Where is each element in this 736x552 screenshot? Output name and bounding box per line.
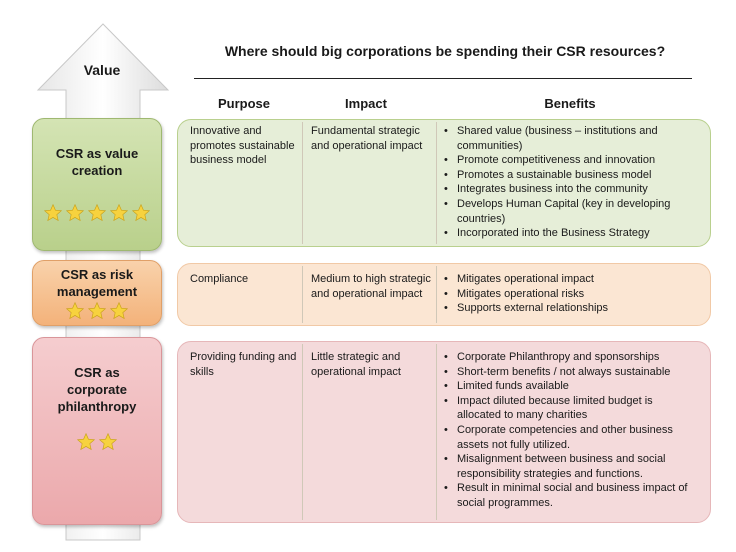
list-item: • Limited funds available (443, 379, 698, 394)
impact-value-creation: Fundamental strategic and operational impact (311, 125, 423, 152)
list-item: • Mitigates operational risks (443, 287, 698, 302)
list-item: • Short-term benefits / not always sustainable (443, 365, 698, 380)
star-icon (109, 301, 129, 321)
label-box-corporate-philanthropy (32, 337, 162, 525)
divider (436, 122, 437, 244)
list-item: • Result in minimal social and business impact of social programmes. (443, 481, 698, 510)
list-item: • Promote competitiveness and innovation (443, 153, 698, 168)
impact-risk-management: Medium to high strategic and operational impact (311, 273, 431, 300)
star-icon (43, 203, 63, 223)
star-icon (109, 203, 129, 223)
stars-risk-management (33, 301, 161, 325)
list-item: • Develops Human Capital (key in developing countries) (443, 197, 698, 226)
star-icon (65, 203, 85, 223)
list-item: • Corporate Philanthropy and sponsorships (443, 350, 698, 365)
divider (302, 266, 303, 323)
label-risk-management: CSR as risk management (56, 267, 138, 299)
purpose-risk-management: Compliance (190, 273, 249, 285)
label-box-value-creation (32, 118, 162, 251)
stars-value-creation (33, 203, 161, 227)
star-icon (87, 203, 107, 223)
star-icon (76, 432, 96, 452)
purpose-corporate-philanthropy: Providing funding and skills (190, 351, 297, 378)
star-icon (131, 203, 151, 223)
stars-corporate-philanthropy (33, 432, 161, 456)
list-item: • Corporate competencies and other business assets not fully utilized. (443, 423, 698, 452)
divider (436, 344, 437, 520)
column-header-impact: Impact (345, 96, 387, 111)
list-item: • Impact diluted because limited budget is allocated to many charities (443, 394, 698, 423)
impact-corporate-philanthropy: Little strategic and operational impact (311, 351, 401, 378)
divider (302, 344, 303, 520)
benefits-value-creation (443, 124, 698, 241)
column-header-benefits: Benefits (544, 96, 596, 111)
label-corporate-philanthropy: CSR as corporate philanthropy (57, 365, 137, 414)
star-icon (87, 301, 107, 321)
column-header-purpose: Purpose (217, 96, 270, 111)
benefits-corporate-philanthropy (443, 350, 698, 511)
divider (436, 266, 437, 323)
list-item: • Mitigates operational impact (443, 272, 698, 287)
list-item: • Promotes a sustainable business model (443, 168, 698, 183)
list-item: • Integrates business into the community (443, 182, 698, 197)
benefits-risk-management (443, 272, 698, 316)
star-icon (65, 301, 85, 321)
divider (302, 122, 303, 244)
list-item: • Misalignment between business and social responsibility strategies and functions. (443, 452, 698, 481)
page-title: Where should big corporations be spending their CSR resources? (224, 43, 666, 59)
value-label: Value (83, 62, 121, 78)
list-item: • Shared value (business – institutions and communities) (443, 124, 698, 153)
title-divider (194, 78, 692, 79)
star-icon (98, 432, 118, 452)
purpose-value-creation: Innovative and promotes sustainable business model (190, 125, 295, 167)
list-item: • Supports external relationships (443, 301, 698, 316)
list-item: • Incorporated into the Business Strategy (443, 226, 698, 241)
label-value-creation: CSR as value creation (55, 146, 139, 178)
label-box-risk-management (32, 260, 162, 326)
